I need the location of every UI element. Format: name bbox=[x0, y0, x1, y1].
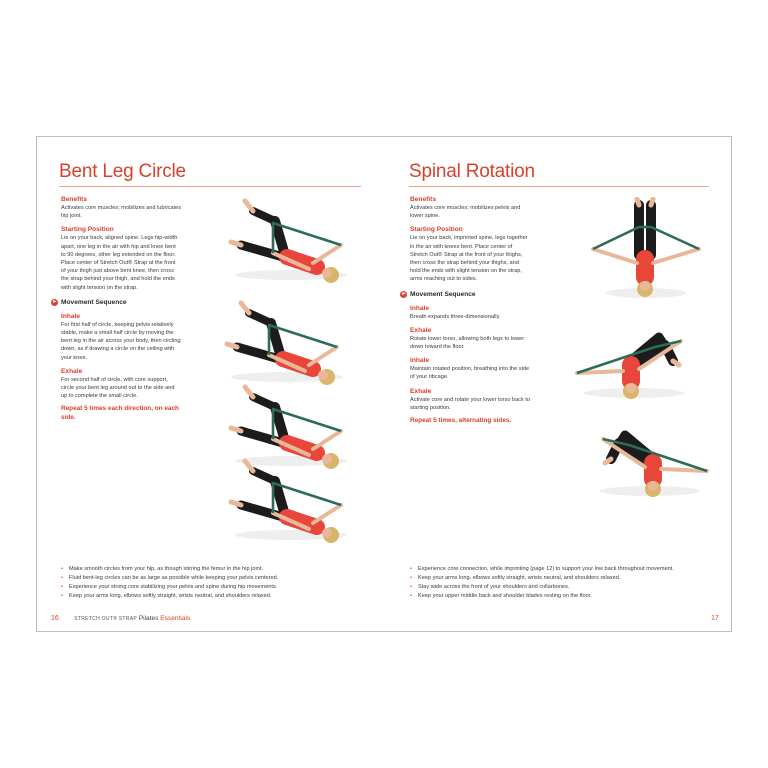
benefits-heading: Benefits bbox=[410, 196, 437, 203]
exhale-text: Rotate lower torso, allowing both legs to lower down toward the floor. bbox=[410, 335, 525, 351]
inhale-text: For first half of circle, keeping pelvis relatively stable, make a small half circle by moving the bent leg in the air across your body, then circling down, as if drawing a circle on the ceiling with your knee. bbox=[61, 321, 181, 361]
page-number: 16 bbox=[51, 615, 59, 622]
foot bbox=[605, 459, 611, 463]
exercise-photo bbox=[213, 195, 353, 287]
footer-series-b: Essentials bbox=[160, 615, 191, 622]
bent-shin bbox=[249, 313, 271, 323]
inhale-heading: Inhale bbox=[410, 304, 430, 312]
exhale-text: Activate core and rotate your lower torso back to starting position. bbox=[410, 396, 531, 411]
face bbox=[640, 281, 650, 291]
starting-position-text: Lie on your back, imprinted spine, legs together in the air with knees bent. Place center of Stretch Out® Strap at the front of your thighs, then cross the strap behind your thighs, and hold the ends with slight tension on the strap, arms reaching out to sides. bbox=[410, 235, 528, 283]
list-item: • Keep your arms long, elbows softly straight, wrists neutral, and shoulders relaxed. bbox=[410, 575, 621, 581]
tips-list bbox=[61, 565, 278, 601]
list-item: • Keep your upper middle back and shoulder blades resting on the floor. bbox=[410, 593, 592, 599]
tips-list bbox=[410, 565, 674, 601]
exercise-illustration bbox=[581, 197, 711, 305]
page-footer bbox=[51, 615, 190, 622]
inhale-text: Maintain rotated position, breathing into the side of your ribcage. bbox=[410, 366, 530, 381]
exercise-photo bbox=[581, 197, 711, 305]
exercise-illustration bbox=[569, 323, 699, 403]
arm bbox=[593, 249, 637, 263]
exhale-heading: Exhale bbox=[61, 367, 83, 375]
page-number: 17 bbox=[711, 615, 719, 622]
list-item: • Fluid bent-leg circles can be as large as possible while keeping your pelvis centered. bbox=[61, 575, 279, 581]
exercise-photo bbox=[209, 297, 349, 389]
exercise-illustration bbox=[213, 195, 353, 287]
arm bbox=[309, 347, 337, 365]
list-item: • Stay wide across the front of your shoulders and collarbones. bbox=[410, 584, 570, 590]
footer-brand: STRETCH OUT® STRAP bbox=[74, 616, 137, 622]
page-title: Spinal Rotation bbox=[409, 161, 535, 182]
inhale-heading: Inhale bbox=[410, 357, 430, 365]
starting-position-heading: Starting Position bbox=[410, 226, 463, 234]
figure-group bbox=[600, 435, 707, 497]
foot bbox=[231, 502, 241, 505]
foot bbox=[227, 344, 237, 347]
page-title: Bent Leg Circle bbox=[59, 161, 186, 182]
foot bbox=[651, 199, 653, 205]
exhale-heading: Exhale bbox=[410, 326, 432, 334]
bent-shin bbox=[253, 211, 275, 221]
foot bbox=[673, 361, 679, 365]
page-footer bbox=[711, 615, 719, 622]
movement-sequence-heading: ➤ Movement Sequence bbox=[401, 290, 476, 298]
right-page bbox=[385, 137, 733, 631]
exhale-text: For second half of circle, with core support, circle your bent leg around out to the side and up to complete the small circle. bbox=[61, 376, 175, 400]
repeat-instruction: Repeat 5 times, alternating sides. bbox=[410, 417, 512, 425]
face bbox=[322, 528, 332, 538]
benefits-heading: Benefits bbox=[61, 196, 88, 203]
list-item: • Experience core connection, while imprinting (page 12) to support your low back throughout movement. bbox=[410, 566, 674, 572]
arrow-right-icon: ➤ bbox=[52, 298, 57, 305]
face bbox=[648, 481, 658, 491]
exercise-photo bbox=[585, 421, 715, 501]
bent-shin bbox=[253, 471, 275, 481]
arm bbox=[313, 245, 341, 263]
foot bbox=[245, 387, 253, 397]
arrow-right-icon: ➤ bbox=[401, 290, 406, 297]
footer-series-a: Pilates bbox=[138, 615, 159, 622]
instructions-column bbox=[401, 195, 531, 425]
face bbox=[322, 268, 332, 278]
foot bbox=[245, 201, 253, 211]
exercise-photo bbox=[213, 455, 353, 547]
list-item: • Make smooth circles from your hip, as though stirring the femur in the hip joint. bbox=[61, 566, 264, 572]
face bbox=[626, 383, 636, 393]
foot bbox=[637, 199, 639, 205]
face bbox=[318, 370, 328, 380]
title-rule bbox=[409, 186, 709, 187]
figure-group bbox=[577, 337, 684, 399]
arm bbox=[313, 431, 341, 449]
instructions-column bbox=[52, 195, 182, 422]
starting-position-text: Lie on your back, aligned spine. Legs hip-width apart, one leg in the air with hip and knee bent to 90 degrees, other leg extended on the floor. Place center of Stretch Out® Strap at the front of your thigh just above bent knee, then cross the strap behind your thigh, and hold the ends with slight tension on the strap. bbox=[61, 235, 178, 291]
foot bbox=[245, 461, 253, 471]
foot bbox=[231, 242, 241, 245]
starting-position-heading: Starting Position bbox=[61, 226, 114, 234]
benefits-text: Activates core muscles; mobilizes pelvis and lower spine. bbox=[410, 205, 521, 220]
left-page bbox=[37, 137, 385, 631]
arm bbox=[653, 249, 699, 263]
benefits-text: Activates core muscles; mobilizes and lubricates hip joint. bbox=[61, 205, 182, 220]
exercise-illustration bbox=[213, 455, 353, 547]
foot bbox=[231, 428, 241, 431]
list-item: • Keep your arms long, elbows softly straight, wrists neutral, and shoulders relaxed. bbox=[61, 593, 272, 599]
inhale-heading: Inhale bbox=[61, 312, 81, 320]
bent-shin bbox=[253, 397, 275, 407]
book-spread bbox=[36, 136, 732, 632]
movement-sequence-heading: ➤ Movement Sequence bbox=[52, 298, 127, 306]
exercise-photo bbox=[569, 323, 699, 403]
inhale-text: Breath expands three-dimensionally. bbox=[410, 313, 501, 320]
title-rule bbox=[59, 186, 361, 187]
exhale-heading: Exhale bbox=[410, 387, 432, 395]
exercise-illustration bbox=[209, 297, 349, 389]
arm bbox=[313, 505, 341, 523]
foot bbox=[241, 303, 249, 313]
repeat-instruction: Repeat 5 times each direction, on each side. bbox=[61, 405, 179, 421]
exercise-illustration bbox=[585, 421, 715, 501]
list-item: • Experience your strong core stabilizing your pelvis and spine during hip movements. bbox=[61, 584, 278, 590]
